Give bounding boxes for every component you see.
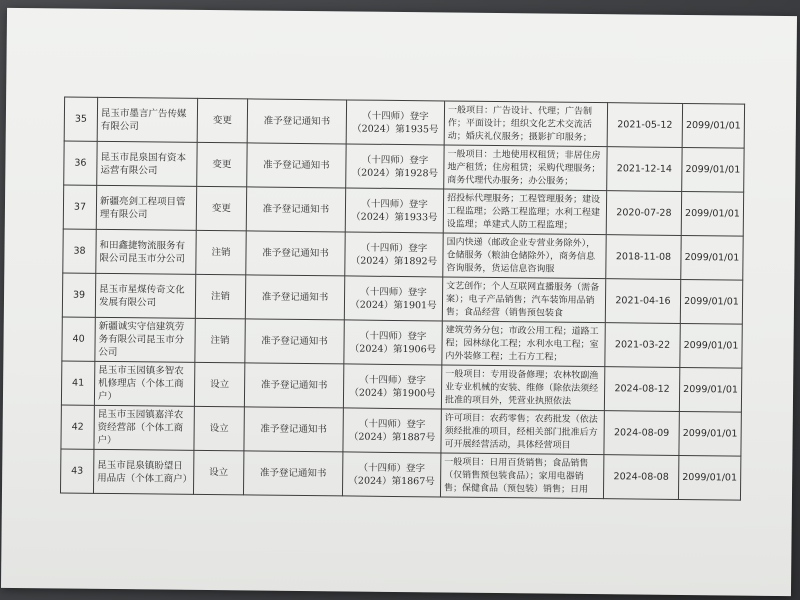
table-row xyxy=(60,449,740,500)
row-number: 37 xyxy=(63,185,96,229)
row-number: 36 xyxy=(64,141,97,185)
document-number: （十四师）登字（2024）第1887号 xyxy=(343,408,441,453)
valid-until-date: 2099/01/01 xyxy=(679,411,741,456)
table-row xyxy=(62,273,742,324)
established-date: 2024-08-08 xyxy=(603,455,678,500)
notice-document: 准予登记通知书 xyxy=(244,407,343,452)
business-scope: 一般项目：日用百货销售；食品销售（仅销售预包装食品）；家用电器销售；保健食品（预包装）销售；日用 xyxy=(440,453,603,499)
notice-document: 准予登记通知书 xyxy=(247,99,346,144)
business-scope: 一般项目：土地使用权租赁；非居住房地产租赁；住房租赁；采购代理服务；商务代理代办服务；办公服务； xyxy=(444,145,607,191)
established-date: 2024-08-12 xyxy=(604,367,679,412)
company-name: 新疆亮剑工程项目管理有限公司 xyxy=(96,185,196,230)
registration-type: 注销 xyxy=(196,230,246,275)
row-number: 39 xyxy=(62,273,95,317)
business-scope: 许可项目：农药零售；农药批发（依法须经批准的项目，经相关部门批准后方可开展经营活动，具体经营项目 xyxy=(441,409,604,455)
established-date: 2021-12-14 xyxy=(607,147,682,192)
registration-type: 变更 xyxy=(197,98,247,143)
business-scope: 建筑劳务分包；市政公用工程；道路工程；园林绿化工程；水利水电工程；室内外装修工程；土石方工程； xyxy=(442,321,605,367)
company-name: 昆玉市星煤传奇文化发展有限公司 xyxy=(95,273,195,318)
document-number: （十四师）登字（2024）第1900号 xyxy=(343,364,441,409)
document-number: （十四师）登字（2024）第1928号 xyxy=(346,144,444,189)
valid-until-date: 2099/01/01 xyxy=(682,147,744,192)
registration-type: 变更 xyxy=(197,142,247,187)
row-number: 41 xyxy=(61,361,94,405)
registration-type: 设立 xyxy=(194,362,244,407)
document-number: （十四师）登字（2024）第1906号 xyxy=(344,320,442,365)
row-number: 38 xyxy=(63,229,96,273)
row-number: 43 xyxy=(60,449,93,493)
notice-document: 准予登记通知书 xyxy=(243,451,342,496)
valid-until-date: 2099/01/01 xyxy=(682,103,744,148)
valid-until-date: 2099/01/01 xyxy=(680,323,742,368)
established-date: 2021-05-12 xyxy=(607,103,682,148)
established-date: 2021-04-16 xyxy=(605,279,680,324)
table-row xyxy=(63,185,743,236)
established-date: 2024-08-09 xyxy=(604,411,679,456)
notice-document: 准予登记通知书 xyxy=(246,187,345,232)
document-number: （十四师）登字（2024）第1867号 xyxy=(342,452,440,497)
established-date: 2018-11-08 xyxy=(606,235,681,280)
valid-until-date: 2099/01/01 xyxy=(681,235,743,280)
table-row xyxy=(64,97,744,148)
notice-document: 准予登记通知书 xyxy=(244,363,343,408)
business-scope: 招投标代理服务；工程管理服务；建设工程监理；公路工程监理；水利工程建设监理；单建式人防工程监理； xyxy=(443,189,606,235)
notice-document: 准予登记通知书 xyxy=(245,275,344,320)
valid-until-date: 2099/01/01 xyxy=(680,279,742,324)
row-number: 40 xyxy=(62,317,95,361)
company-name: 昆玉市昆泉国有资本运营有限公司 xyxy=(97,141,197,186)
table-body xyxy=(60,97,744,500)
registration-type: 变更 xyxy=(196,186,246,231)
table-row xyxy=(63,229,743,280)
company-name: 和田鑫捷物流服务有限公司昆玉市分公司 xyxy=(96,229,196,274)
company-name: 昆玉市墨言广告传媒有限公司 xyxy=(97,97,197,142)
business-scope: 一般项目：专用设备修理；农林牧副渔业专业机械的安装、维修（除依法须经批准的项目外，凭营业执照依法 xyxy=(441,365,604,411)
notice-document: 准予登记通知书 xyxy=(246,231,345,276)
document-number: （十四师）登字（2024）第1933号 xyxy=(345,188,443,233)
business-scope: 一般项目：广告设计、代理；广告制作；平面设计；组织文化艺术交流活动；婚庆礼仪服务；摄影扩印服务； xyxy=(444,101,607,147)
registration-table xyxy=(60,96,745,500)
table-row xyxy=(62,317,742,368)
business-scope: 文艺创作；个人互联网直播服务（需备案）；电子产品销售；汽车装饰用品销售；食品经营（销售预包装食 xyxy=(442,277,605,323)
table-row xyxy=(61,405,741,456)
table-row xyxy=(61,361,741,412)
registration-type: 设立 xyxy=(193,450,243,495)
paper-sheet xyxy=(1,8,797,596)
company-name: 昆玉市昆泉镇盼望日用品店（个体工商户） xyxy=(93,449,193,494)
document-number: （十四师）登字（2024）第1901号 xyxy=(344,276,442,321)
row-number: 42 xyxy=(61,405,94,449)
company-name: 新疆诚实守信建筑劳务有限公司昆玉市分公司 xyxy=(95,317,195,362)
table-row xyxy=(64,141,744,192)
registration-type: 注销 xyxy=(195,318,245,363)
established-date: 2021-03-22 xyxy=(605,323,680,368)
registration-type: 注销 xyxy=(195,274,245,319)
notice-document: 准予登记通知书 xyxy=(245,319,344,364)
registration-type: 设立 xyxy=(194,406,244,451)
company-name: 昆玉市玉园镇多智农机修理店（个体工商户） xyxy=(94,361,194,406)
established-date: 2020-07-28 xyxy=(606,191,681,236)
notice-document: 准予登记通知书 xyxy=(247,143,346,188)
business-scope: 国内快递（邮政企业专营业务除外），仓储服务（粮油仓储除外），商务信息咨询服务，货运信息咨询服 xyxy=(443,233,606,279)
row-number: 35 xyxy=(64,97,97,141)
company-name: 昆玉市玉园镇嘉洋农资经营部（个体工商户） xyxy=(94,405,194,450)
document-number: （十四师）登字（2024）第1892号 xyxy=(345,232,443,277)
document-number: （十四师）登字（2024）第1935号 xyxy=(346,100,444,145)
valid-until-date: 2099/01/01 xyxy=(678,455,740,500)
valid-until-date: 2099/01/01 xyxy=(681,191,743,236)
valid-until-date: 2099/01/01 xyxy=(679,367,741,412)
